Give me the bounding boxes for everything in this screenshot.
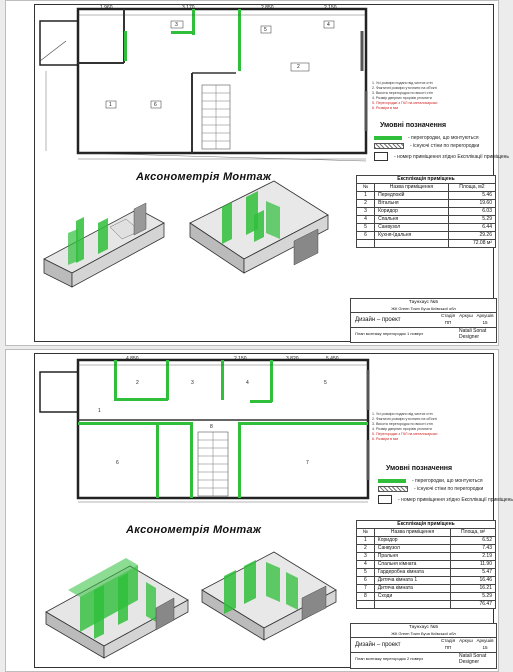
sheets-value: 15: [482, 320, 488, 325]
table-row: 5 Гардеробна кімната 5.47: [357, 569, 496, 577]
axonometry-1-right: [190, 181, 328, 273]
legend-item: [378, 495, 513, 504]
legend-item: [374, 135, 479, 141]
table-row: 1 Передпокій 5.46: [357, 192, 496, 200]
table-row: 7 Дитяча кімната 16.21: [357, 585, 496, 593]
dimension-label: 3 170: [182, 5, 195, 11]
room-tag: 8: [210, 424, 213, 430]
note-line: 4. Розмір дверних прорізів уточнити: [372, 427, 432, 431]
room-tag: 1: [98, 408, 101, 414]
designer-role: Designer: [459, 334, 480, 340]
section-title: Аксонометрія Монтаж: [126, 524, 262, 536]
room-tag: 4: [327, 22, 330, 28]
axonometry-2-left: [46, 558, 188, 658]
note-line: 5. Перегородки з ГКЛ на металокаркасі: [372, 101, 438, 105]
note-line: 1. Усі розміри подано від чистих стін: [372, 81, 433, 85]
legend-text: - існуючі стіни по перегородки: [410, 143, 480, 149]
note-line: 4. Розмір дверних прорізів уточнити: [372, 96, 432, 100]
table-row: 5 Санвузол 6.44: [357, 224, 496, 232]
dimension-label: 3 820: [286, 356, 299, 362]
designer-role: Designer: [459, 659, 480, 665]
room-tag: 3: [175, 22, 178, 28]
legend-item: [374, 152, 509, 161]
section-title: Аксонометрія Монтаж: [136, 171, 272, 183]
stage-header: Стадія: [440, 313, 456, 318]
dimension-label: 2 850: [261, 5, 274, 11]
table-header: №: [357, 184, 375, 192]
legend-swatch: [374, 152, 388, 161]
room-explication-table: [356, 520, 496, 609]
legend-swatch: [378, 495, 392, 504]
table-row: 2 Санвузол 7.43: [357, 545, 496, 553]
dimension-label: 2 150: [234, 356, 247, 362]
table-row: 6 Дитяча кімната 1 16.46: [357, 577, 496, 585]
table-total-row: [357, 240, 496, 248]
table-row: 2 Вітальня 19.60: [357, 200, 496, 208]
legend-text: - номер приміщення згідно Експлікації приміщень: [394, 153, 510, 160]
note-line: 1. Усі розміри подано від чистих стін: [372, 412, 433, 416]
designer-name: Natali Sonat: [459, 328, 487, 334]
legend-text: - перегородки, що монтуються: [412, 478, 483, 484]
note-line: 6. Розміри в мм: [372, 106, 398, 110]
table-row: 4 Спальня кімната 11.90: [357, 561, 496, 569]
axonometry-1-left: [44, 203, 164, 287]
legend-title: Умовні позначення: [380, 122, 447, 129]
note-line: 2. Фактичні розміри уточнити на об'єкті: [372, 417, 437, 421]
table-row: 3 Пральня 2.19: [357, 553, 496, 561]
table-total-row: [357, 601, 496, 609]
table-row: 1 Коридор 6.52: [357, 537, 496, 545]
project-number: Таунхаус №5: [408, 300, 439, 305]
room-tag: 7: [306, 460, 309, 466]
table-header: Назва приміщення: [375, 184, 449, 192]
total-area: 72.08 м²: [448, 240, 495, 248]
table-header: Назва приміщення: [374, 529, 450, 537]
table-row: 3 Коридор 6.03: [357, 208, 496, 216]
room-tag: 3: [191, 380, 194, 386]
sheets-header: Аркушів: [476, 313, 494, 318]
note-line: 3. Висота перегородок по висоті стін: [372, 91, 433, 95]
room-explication-table: [356, 175, 496, 248]
note-line: 5. Перегородки з ГКЛ на металокаркасі: [372, 432, 438, 436]
project-title: Дизайн – проект: [355, 642, 401, 648]
room-tag: 2: [136, 380, 139, 386]
dimension-label: 2 150: [324, 5, 337, 11]
note-line: 2. Фактичні розміри уточнити на об'єкті: [372, 86, 437, 90]
dimension-label: 5 450: [326, 356, 339, 362]
project-title: Дизайн – проект: [355, 317, 401, 323]
stage-value: ПП: [444, 320, 452, 325]
project-address: ЖК Green Town Буча Київської обл: [391, 306, 456, 311]
note-line: 6. Розміри в мм: [372, 437, 398, 441]
room-tag: 4: [246, 380, 249, 386]
sheet-header: Аркуш: [459, 638, 473, 643]
dimension-label: 1 960: [100, 5, 113, 11]
title-block: [350, 623, 497, 669]
legend-text: - перегородки, що монтуються: [408, 135, 479, 141]
legend-item: [378, 486, 483, 492]
legend-title: Умовні позначення: [386, 465, 453, 472]
stage-header: Стадія: [440, 638, 456, 643]
sheets-value: 15: [482, 645, 488, 650]
sheets-header: Аркушів: [476, 638, 494, 643]
legend-item: [374, 143, 479, 149]
room-tag: 2: [297, 64, 300, 70]
total-area: 76.47: [451, 601, 496, 609]
designer-name: Natali Sonat: [459, 653, 487, 659]
room-tag: 5: [264, 27, 267, 33]
drawing-sheet-1: [5, 0, 510, 346]
note-line: 3. Висота перегородок по висоті стін: [372, 422, 433, 426]
room-tag: 5: [324, 380, 327, 386]
project-number: Таунхаус №5: [408, 625, 439, 630]
sheet-name: План монтажу перегородок 2 поверх: [355, 656, 424, 661]
table-caption: Експлікація приміщень: [357, 521, 496, 529]
sheet-name: План монтажу перегородок 1 поверх: [355, 331, 424, 336]
axonometry-2-right: [202, 552, 336, 640]
table-header: Площа, м2: [448, 184, 495, 192]
table-row: 8 Сходи 5.29: [357, 593, 496, 601]
legend-item: [378, 478, 483, 484]
room-tag: 6: [154, 102, 157, 108]
room-tag: 1: [109, 102, 112, 108]
drawing-sheet-2: [5, 349, 513, 672]
stage-value: ПП: [444, 645, 452, 650]
legend-swatch: [374, 136, 402, 140]
title-block: [350, 298, 497, 343]
general-notes: [372, 81, 437, 111]
table-header: №: [357, 529, 375, 537]
legend-swatch: [378, 486, 408, 492]
table-row: 4 Спальня 5.29: [357, 216, 496, 224]
legend-swatch: [378, 479, 406, 483]
sheet-header: Аркуш: [459, 313, 473, 318]
general-notes: [372, 412, 437, 442]
legend-swatch: [374, 143, 404, 149]
table-row: 6 Кухня-їдальня 29.26: [357, 232, 496, 240]
dimension-label: 4 850: [126, 356, 139, 362]
legend-text: - номер приміщення згідно Експлікації приміщень: [398, 496, 513, 503]
table-caption: Експлікація приміщень: [357, 176, 496, 184]
room-tag: 6: [116, 460, 119, 466]
project-address: ЖК Green Town Буча Київської обл: [391, 631, 456, 636]
table-header: Площа, м²: [451, 529, 496, 537]
legend-text: - існуючі стіни по перегородки: [414, 486, 484, 492]
